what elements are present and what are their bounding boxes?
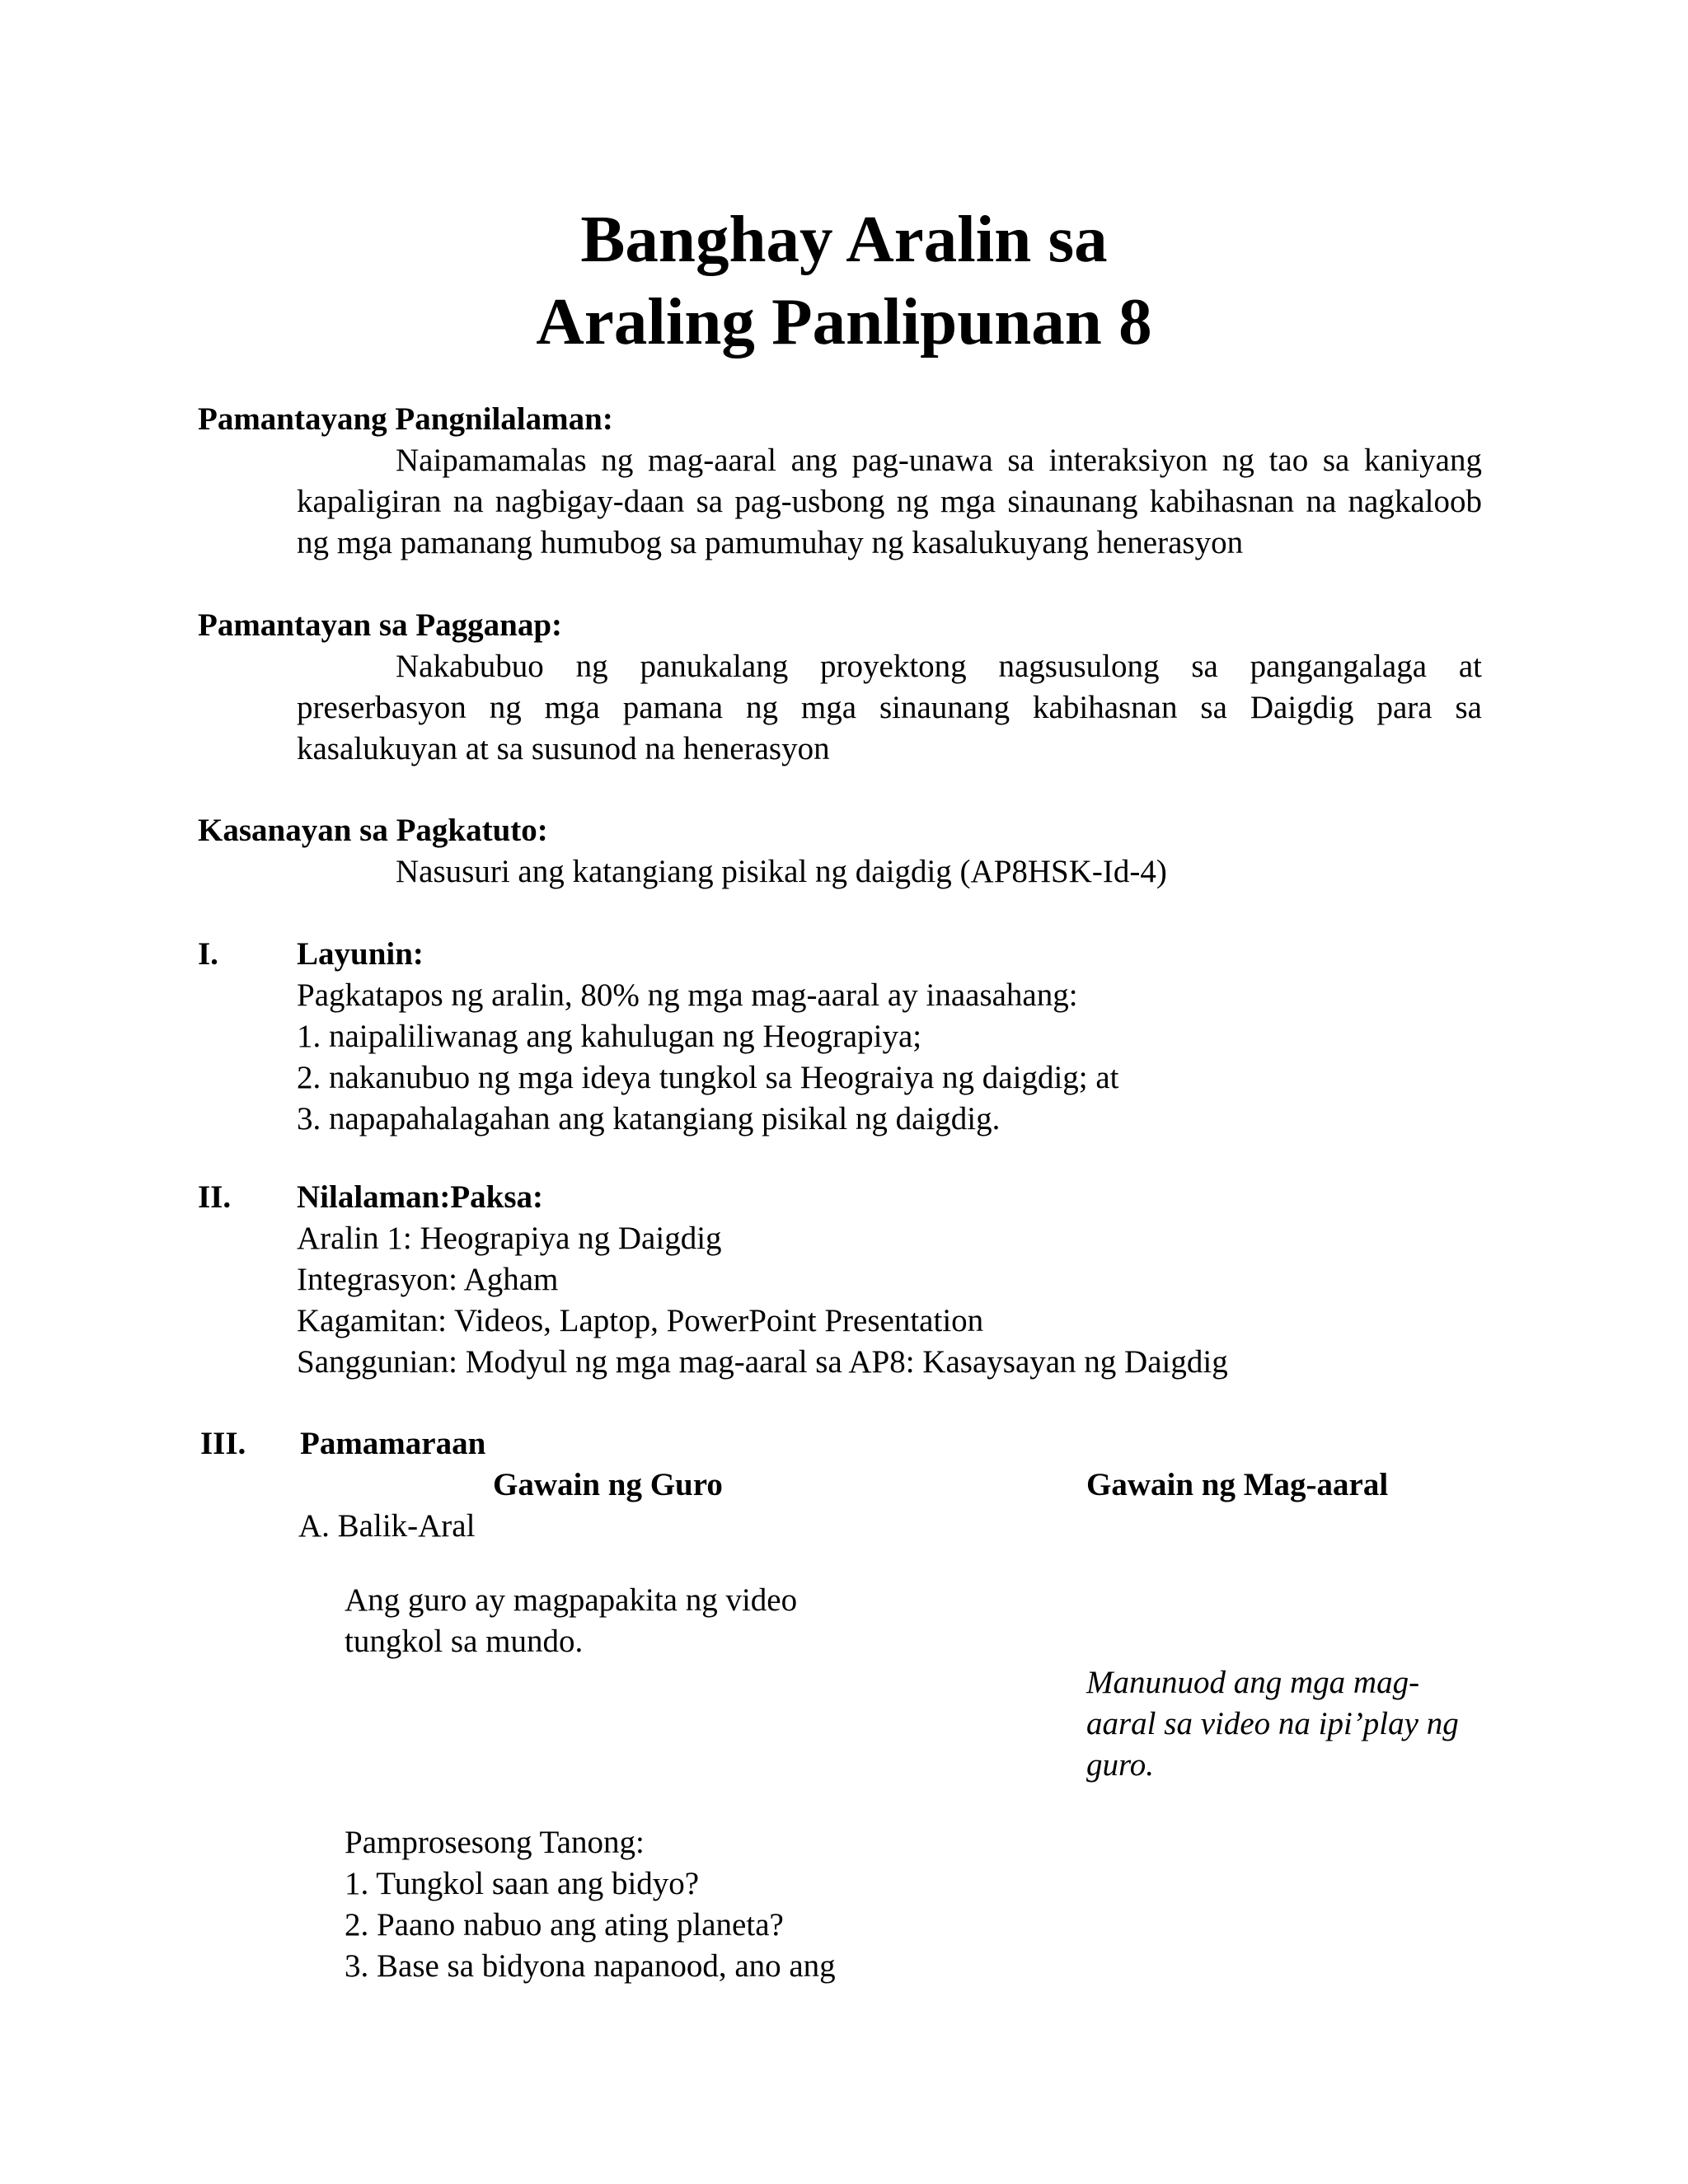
pamantayang-pangnilalaman-line-2: kapaligiran na nagbigay-daan sa pag-usbong ng mga sinaunang kabihasnan na nagkaloob [297,484,1482,519]
pamantayang-pangnilalaman-line-1: Naipamamalas ng mag-aaral ang pag-unawa sa interaksiyon ng tao sa kaniyang [396,443,1482,478]
tanong-item-1: 1. Tungkol saan ang bidyo? [345,1866,700,1901]
title-line-1: Banghay Aralin sa [580,202,1108,276]
balik-aral-label: A. Balik-Aral [298,1508,476,1544]
layunin-item-2: 2. nakanubuo ng mga ideya tungkol sa Heograiya ng daigdig; at [297,1060,1119,1095]
pamprosesong-tanong-heading: Pamprosesong Tanong: [345,1825,645,1860]
mag-aaral-activity-line-1: Manunuod ang mga mag- [1086,1665,1420,1700]
nilalaman-aralin: Aralin 1: Heograpiya ng Daigdig [297,1221,722,1256]
nilalaman-heading: Nilalaman:Paksa: [297,1179,544,1215]
pamantayang-pangnilalaman-heading: Pamantayang Pangnilalaman: [198,401,613,437]
nilalaman-integrasyon: Integrasyon: Agham [297,1262,559,1297]
kasanayan-sa-pagkatuto-text: Nasusuri ang katangiang pisikal ng daigdig (AP8HSK-Id-4) [396,854,1167,889]
nilalaman-numeral: II. [198,1179,232,1215]
pamantayang-pangnilalaman-line-3: ng mga pamanang humubog sa pamumuhay ng kasalukuyang henerasyon [297,525,1244,560]
guro-activity-line-2: tungkol sa mundo. [345,1624,584,1659]
pamantayan-sa-pagganap-heading: Pamantayan sa Pagganap: [198,607,563,643]
column-header-mag-aaral: Gawain ng Mag-aaral [1086,1467,1389,1502]
pamamaraan-heading: Pamamaraan [300,1426,486,1461]
pamantayan-sa-pagganap-line-2: preserbasyon ng mga pamana ng mga sinaunang kabihasnan sa Daigdig para sa [297,690,1482,725]
layunin-heading: Layunin: [297,936,424,972]
mag-aaral-activity-line-2: aaral sa video na ipi’play ng [1086,1706,1459,1741]
layunin-item-3: 3. napapahalagahan ang katangiang pisikal ng daigdig. [297,1101,1001,1137]
tanong-item-2: 2. Paano nabuo ang ating planeta? [345,1907,784,1943]
column-header-guro: Gawain ng Guro [493,1467,723,1502]
tanong-item-3: 3. Base sa bidyona napanood, ano ang [345,1948,836,1984]
nilalaman-kagamitan: Kagamitan: Videos, Laptop, PowerPoint Presentation [297,1303,984,1338]
nilalaman-sanggunian: Sanggunian: Modyul ng mga mag-aaral sa AP8: Kasaysayan ng Daigdig [297,1344,1228,1380]
title-line-2: Araling Panlipunan 8 [536,284,1152,359]
kasanayan-sa-pagkatuto-heading: Kasanayan sa Pagkatuto: [198,813,548,848]
mag-aaral-activity-line-3: guro. [1086,1747,1154,1783]
guro-activity-line-1: Ang guro ay magpapakita ng video [345,1582,798,1618]
layunin-numeral: I. [198,936,218,972]
layunin-intro: Pagkatapos ng aralin, 80% ng mga mag-aaral ay inaasahang: [297,977,1078,1013]
layunin-item-1: 1. naipaliliwanag ang kahulugan ng Heograpiya; [297,1019,922,1054]
pamantayan-sa-pagganap-line-3: kasalukuyan at sa susunod na henerasyon [297,731,830,766]
pamantayan-sa-pagganap-line-1: Nakabubuo ng panukalang proyektong nagsusulong sa pangangalaga at [396,649,1482,684]
pamamaraan-numeral: III. [200,1426,246,1461]
